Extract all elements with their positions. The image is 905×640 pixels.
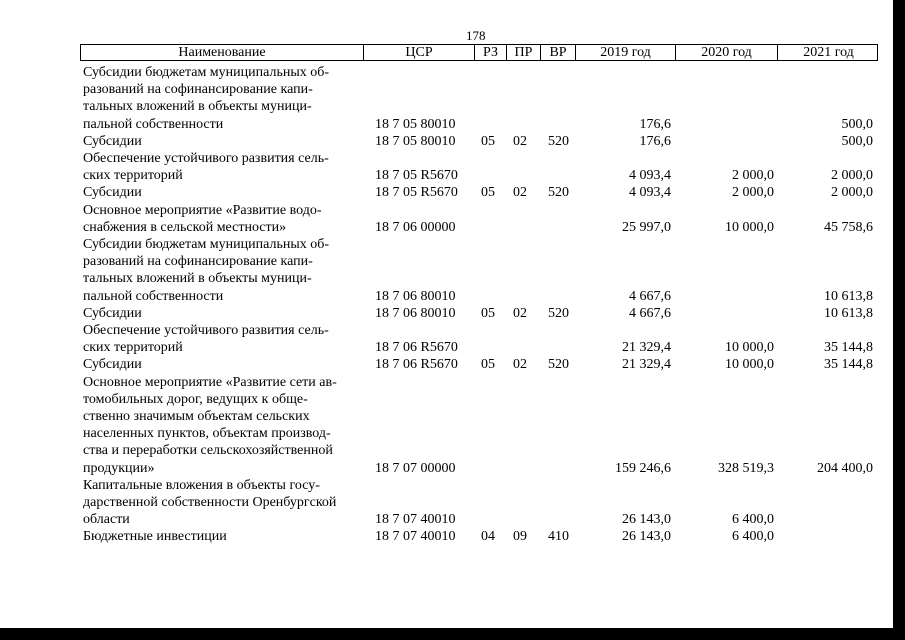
row-2020: 6 400,0	[732, 512, 774, 528]
row-vr: 520	[548, 133, 569, 149]
row-vr: 520	[548, 185, 569, 201]
table-header	[80, 44, 878, 61]
row-2020: 2 000,0	[732, 168, 774, 184]
row-2021: 500,0	[841, 116, 873, 132]
row-2019: 4 093,4	[629, 185, 671, 201]
row-csr: 18 7 07 00000	[375, 460, 456, 476]
row-rz: 05	[481, 185, 495, 201]
row-rz: 05	[481, 305, 495, 321]
row-name: Субсидии	[83, 357, 142, 373]
row-csr: 18 7 06 80010	[375, 288, 456, 304]
row-2019: 159 246,6	[615, 460, 671, 476]
row-name: Капитальные вложения в объекты госу- дарственной собственности Оренбургской области	[83, 477, 337, 528]
table-row	[83, 528, 878, 545]
row-2021: 35 144,8	[824, 357, 873, 373]
row-rz: 05	[481, 133, 495, 149]
row-csr: 18 7 06 00000	[375, 219, 456, 235]
table-row	[83, 64, 878, 133]
row-name: Субсидии бюджетам муниципальных об- разований на софинансирование капи- тальных вложений в объекты муници- пальной собственности	[83, 237, 330, 304]
row-2021: 45 758,6	[824, 219, 873, 235]
row-name: Основное мероприятие «Развитие сети ав- томобильных дорог, ведущих к обще- ственно значимым объектам сельских населенных пунктов, объектам производ- ства и переработки сельскохозяйственной продукции»	[83, 374, 337, 476]
page-number: 178	[466, 28, 486, 43]
table-row	[83, 184, 878, 201]
row-2019: 4 093,4	[629, 168, 671, 184]
row-2019: 26 143,0	[622, 529, 671, 545]
header-csr: ЦСР	[364, 45, 475, 60]
table-row	[83, 374, 878, 477]
row-pr: 02	[513, 357, 527, 373]
table-row	[83, 356, 878, 373]
row-2019: 176,6	[639, 116, 671, 132]
row-vr: 410	[548, 529, 569, 545]
row-name: Субсидии	[83, 133, 142, 149]
row-pr: 02	[513, 133, 527, 149]
row-pr: 02	[513, 305, 527, 321]
row-2020: 2 000,0	[732, 185, 774, 201]
row-2019: 21 329,4	[622, 357, 671, 373]
row-csr: 18 7 06 R5670	[375, 340, 458, 356]
row-name: Субсидии	[83, 185, 142, 201]
row-csr: 18 7 06 R5670	[375, 357, 458, 373]
header-2020: 2020 год	[676, 45, 778, 60]
row-2019: 26 143,0	[622, 512, 671, 528]
row-2021: 204 400,0	[817, 460, 873, 476]
row-csr: 18 7 07 40010	[375, 512, 456, 528]
row-2020: 328 519,3	[718, 460, 774, 476]
row-pr: 09	[513, 529, 527, 545]
header-vr: ВР	[541, 45, 576, 60]
row-2021: 500,0	[841, 133, 873, 149]
row-2019: 21 329,4	[622, 340, 671, 356]
row-csr: 18 7 05 R5670	[375, 168, 458, 184]
header-2021: 2021 год	[803, 45, 854, 60]
table-row	[83, 322, 878, 356]
header-2019: 2019 год	[576, 45, 676, 60]
row-2021: 35 144,8	[824, 340, 873, 356]
scan-border-bottom	[0, 628, 905, 640]
table-row	[83, 202, 878, 236]
row-name: Субсидии	[83, 305, 142, 321]
row-vr: 520	[548, 357, 569, 373]
row-2020: 6 400,0	[732, 529, 774, 545]
row-rz: 05	[481, 357, 495, 373]
row-csr: 18 7 05 R5670	[375, 185, 458, 201]
row-2021: 2 000,0	[831, 185, 873, 201]
row-vr: 520	[548, 305, 569, 321]
row-name: Обеспечение устойчивого развития сель- ских территорий	[83, 323, 329, 356]
row-name: Основное мероприятие «Развитие водо- снабжения в сельской местности»	[83, 202, 322, 235]
row-csr: 18 7 05 80010	[375, 116, 456, 132]
row-2019: 4 667,6	[629, 288, 671, 304]
row-csr: 18 7 06 80010	[375, 305, 456, 321]
row-rz: 04	[481, 529, 495, 545]
row-2021: 2 000,0	[831, 168, 873, 184]
scan-border-right	[893, 0, 905, 640]
row-2020: 10 000,0	[725, 340, 774, 356]
row-csr: 18 7 05 80010	[375, 133, 456, 149]
table-row	[83, 150, 878, 184]
table-row	[83, 305, 878, 322]
row-2020: 10 000,0	[725, 357, 774, 373]
row-csr: 18 7 07 40010	[375, 529, 456, 545]
row-2019: 176,6	[639, 133, 671, 149]
row-name: Обеспечение устойчивого развития сель- ских территорий	[83, 151, 329, 184]
row-name: Бюджетные инвестиции	[83, 529, 227, 545]
row-2021: 10 613,8	[824, 305, 873, 321]
table-row	[83, 133, 878, 150]
row-pr: 02	[513, 185, 527, 201]
header-pr: ПР	[507, 45, 541, 60]
row-name: Субсидии бюджетам муниципальных об- разований на софинансирование капи- тальных вложений в объекты муници- пальной собственности	[83, 65, 330, 132]
header-name: Наименование	[81, 45, 364, 60]
row-2020: 10 000,0	[725, 219, 774, 235]
header-rz: РЗ	[475, 45, 507, 60]
row-2019: 25 997,0	[622, 219, 671, 235]
table-row	[83, 236, 878, 305]
row-2019: 4 667,6	[629, 305, 671, 321]
table-row	[83, 477, 878, 529]
row-2021: 10 613,8	[824, 288, 873, 304]
